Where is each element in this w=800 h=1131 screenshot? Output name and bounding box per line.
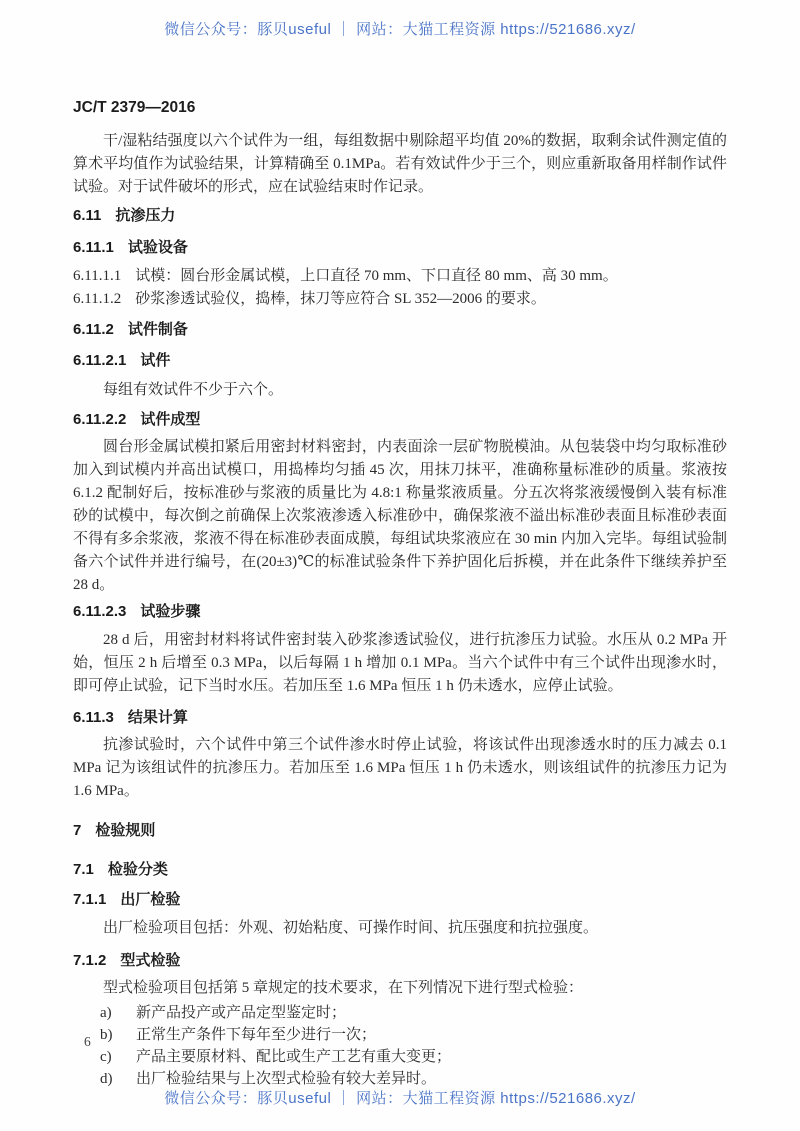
list-item-a xyxy=(100,1002,727,1024)
section-number: 6.11 xyxy=(73,207,102,224)
section-number: 7 xyxy=(73,822,82,839)
section-title: 检验分类 xyxy=(107,861,168,878)
list-item-text: 正常生产条件下每年至少进行一次； xyxy=(136,1027,377,1043)
clause-number: 6.11.1.1 xyxy=(73,268,122,284)
section-heading-6-11-1 xyxy=(73,237,727,258)
clause-6-11-1-2 xyxy=(73,288,727,311)
section-title: 试验步骤 xyxy=(140,603,201,620)
list-item-text: 新产品投产或产品定型鉴定时； xyxy=(136,1005,347,1021)
paragraph-test-steps: 28 d 后，用密封材料将试件密封装入砂浆渗透试验仪，进行抗渗压力试验。水压从 0.2 MPa 开始，恒压 2 h 后增至 0.3 MPa，以后每隔 1 h 增加 0.1 MPa。当六个试件中有三个试件出现渗水时，即可停止试验，记下当时水压。若加压至 1.6 MPa 恒压 1 h 仍未透水，应停止试验。 xyxy=(73,632,727,694)
list-item-text: 出厂检验结果与上次型式检验有较大差异时。 xyxy=(136,1071,437,1087)
section-heading-7 xyxy=(73,820,727,841)
section-heading-6-11-2-3 xyxy=(73,601,727,622)
section-heading-6-11-2-2 xyxy=(73,409,727,430)
list-item-label: c) xyxy=(100,1049,112,1065)
section-heading-6-11-3 xyxy=(73,707,727,728)
section-title: 出厂检验 xyxy=(120,891,181,908)
clause-text: 砂浆渗透试验仪，捣棒，抹刀等应符合 SL 352—2006 的要求。 xyxy=(135,291,546,307)
list-item-label: a) xyxy=(100,1005,112,1021)
clause-6-11-1-1 xyxy=(73,265,727,288)
section-number: 6.11.2 xyxy=(73,321,114,338)
document-content xyxy=(73,97,727,1090)
section-title: 试件 xyxy=(140,352,171,369)
list-item-text: 产品主要原材料、配比或生产工艺有重大变更； xyxy=(136,1049,452,1065)
section-title: 型式检验 xyxy=(120,952,181,969)
section-number: 6.11.2.3 xyxy=(73,603,127,620)
section-heading-6-11-2 xyxy=(73,319,727,340)
section-number: 7.1.1 xyxy=(73,891,107,908)
type-inspection-list xyxy=(73,1002,727,1090)
clause-number: 6.11.1.2 xyxy=(73,291,122,307)
section-title: 检验规则 xyxy=(95,822,156,839)
section-title: 试件制备 xyxy=(127,321,188,338)
paragraph-factory-inspection: 出厂检验项目包括：外观、初始粘度、可操作时间、抗压强度和抗拉强度。 xyxy=(103,920,599,936)
standard-code: JC/T 2379—2016 xyxy=(73,99,196,116)
section-title: 试验设备 xyxy=(127,239,188,256)
list-item-label: d) xyxy=(100,1071,113,1087)
section-number: 6.11.3 xyxy=(73,709,114,726)
paragraph-intro: 干/湿粘结强度以六个试件为一组，每组数据中剔除超平均值 20%的数据，取剩余试件测定值的算术平均值作为试验结果，计算精确至 0.1MPa。若有效试件少于三个，则应重新取备用样制作试件试验。对于试件破坏的形式，应在试验结束时作记录。 xyxy=(73,133,727,195)
section-number: 6.11.2.2 xyxy=(73,411,127,428)
list-item-b xyxy=(100,1024,727,1046)
paragraph-type-inspection: 型式检验项目包括第 5 章规定的技术要求，在下列情况下进行型式检验： xyxy=(103,980,584,996)
section-heading-6-11-2-1 xyxy=(73,350,727,371)
list-item-c xyxy=(100,1046,727,1068)
section-heading-7-1-2 xyxy=(73,950,727,971)
paragraph-specimen-count: 每组有效试件不少于六个。 xyxy=(103,382,284,398)
section-title: 结果计算 xyxy=(127,709,188,726)
section-title: 试件成型 xyxy=(140,411,201,428)
section-title: 抗渗压力 xyxy=(115,207,176,224)
section-number: 7.1 xyxy=(73,861,94,878)
section-heading-7-1 xyxy=(73,859,727,880)
paragraph-molding: 圆台形金属试模扣紧后用密封材料密封，内表面涂一层矿物脱模油。从包装袋中均匀取标准砂加入到试模内并高出试模口，用捣棒均匀插 45 次，用抹刀抹平，准确称量标准砂的质量。浆液按 6.1.2 配制好后，按标准砂与浆液的质量比为 4.8:1 称量浆液质量。分五次将浆液缓慢倒入装有标准砂的试模中，每次倒之前确保上次浆液渗透入标准砂中，确保浆液不溢出标准砂表面且标准砂表面不得有多余浆液，浆液不得在标准砂表面成膜，每组试块浆液应在 30 min 内加入完毕。每组试验制备六个试件并进行编号，在(20±3)℃的标准试验条件下养护固化后拆模，并在此条件下继续养护至 28 d。 xyxy=(73,439,727,593)
paragraph-result-calculation: 抗渗试验时，六个试件中第三个试件渗水时停止试验，将该试件出现渗透水时的压力减去 0.1 MPa 记为该组试件的抗渗压力。若加压至 1.6 MPa 恒压 1 h 仍未透水，则该组试件的抗渗压力记为 1.6 MPa。 xyxy=(73,737,727,799)
section-number: 7.1.2 xyxy=(73,952,107,969)
section-number: 6.11.1 xyxy=(73,239,114,256)
page-number: 6 xyxy=(84,1034,91,1049)
section-heading-6-11 xyxy=(73,205,727,226)
header-watermark: 微信公众号：豚贝useful ｜ 网站：大猫工程资源 https://521686.xyz/ xyxy=(164,21,636,38)
section-number: 6.11.2.1 xyxy=(73,352,127,369)
list-item-label: b) xyxy=(100,1027,113,1043)
clause-text: 试模：圆台形金属试模，上口直径 70 mm、下口直径 80 mm、高 30 mm。 xyxy=(135,268,618,284)
footer-watermark: 微信公众号：豚贝useful ｜ 网站：大猫工程资源 https://521686.xyz/ xyxy=(164,1090,636,1107)
section-heading-7-1-1 xyxy=(73,889,727,910)
